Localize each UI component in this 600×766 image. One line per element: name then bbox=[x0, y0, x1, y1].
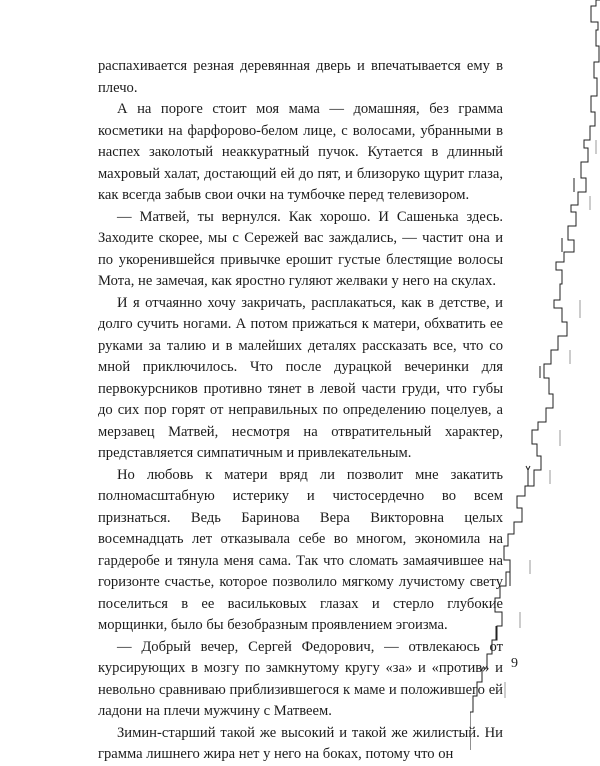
skyline-inner-lines-path bbox=[505, 140, 596, 698]
body-text bbox=[98, 56, 503, 766]
paragraph-7: Зимин-старший такой же высокий и такой же жилистый. Ни грамма лишнего жира нет у него на боках, потому что он bbox=[98, 724, 503, 762]
paragraph-2: А на пороге стоит моя мама — домашняя, без грамма косметики на фарфорово-белом лице, с волосами, убранными в наспех заколотый неаккуратный пучок. Кутается в длинный махровый халат, достающий ей до пят, и близоруко щурит глаза, как всегда забыв свои очки на тумбочке перед телевизором. bbox=[98, 101, 503, 203]
paragraph-4: И я отчаянно хочу закричать, расплакаться, как в детстве, и долго сучить ногами. А потом прижаться к матери, обхватить ее руками за талию и в малейших деталях рассказать все, что со мной приключилось. Что после дурацкой вечеринки для первокурсников противно тянет в левой части груди, что губы до сих пор горят от неправильных по определению поцелуев, а мерзавец Матвей, несмотря на отвратительный характер, представляется симпатичным и привлекательным. bbox=[98, 294, 503, 461]
paragraph-1: распахивается резная деревянная дверь и впечатывается ему в плечо. bbox=[98, 58, 503, 96]
paragraph-5: Но любовь к матери вряд ли позволит мне закатить полномасштабную истерику и чистосердечно во всем признаться. Ведь Баринова Вера Викторовна целых восемнадцать лет отказывала себе во многом, экономила на гардеробе и тянула меня сама. Так что сломать замаячившее на горизонте счастье, которое позволило мягкому лучистому свету поселиться в ее васильковых глазах и стерло глубокие морщинки, было бы безобразным проявлением эгоизма. bbox=[98, 466, 503, 633]
skyline-spire-path bbox=[496, 178, 574, 640]
skyline-decoration bbox=[470, 0, 600, 750]
paragraph-3: — Матвей, ты вернулся. Как хорошо. И Сашенька здесь. Заходите скорее, мы с Сережей вас заждались, — частит она и по укоренившейся привычке ерошит густые блестящие волосы Мота, не замечая, как яростно гуляют желваки у него на скулах. bbox=[98, 208, 503, 289]
paragraph-6: — Добрый вечер, Сергей Федорович, — отвлекаюсь от курсирующих в мозгу по замкнутому кругу «за» и «против» и невольно сравниваю приблизившегося к маме и положившего ей ладони на плечи мужчину с Матвеем. bbox=[98, 638, 503, 719]
page-number: 9 bbox=[511, 656, 518, 671]
skyline-outline-path bbox=[470, 0, 600, 750]
